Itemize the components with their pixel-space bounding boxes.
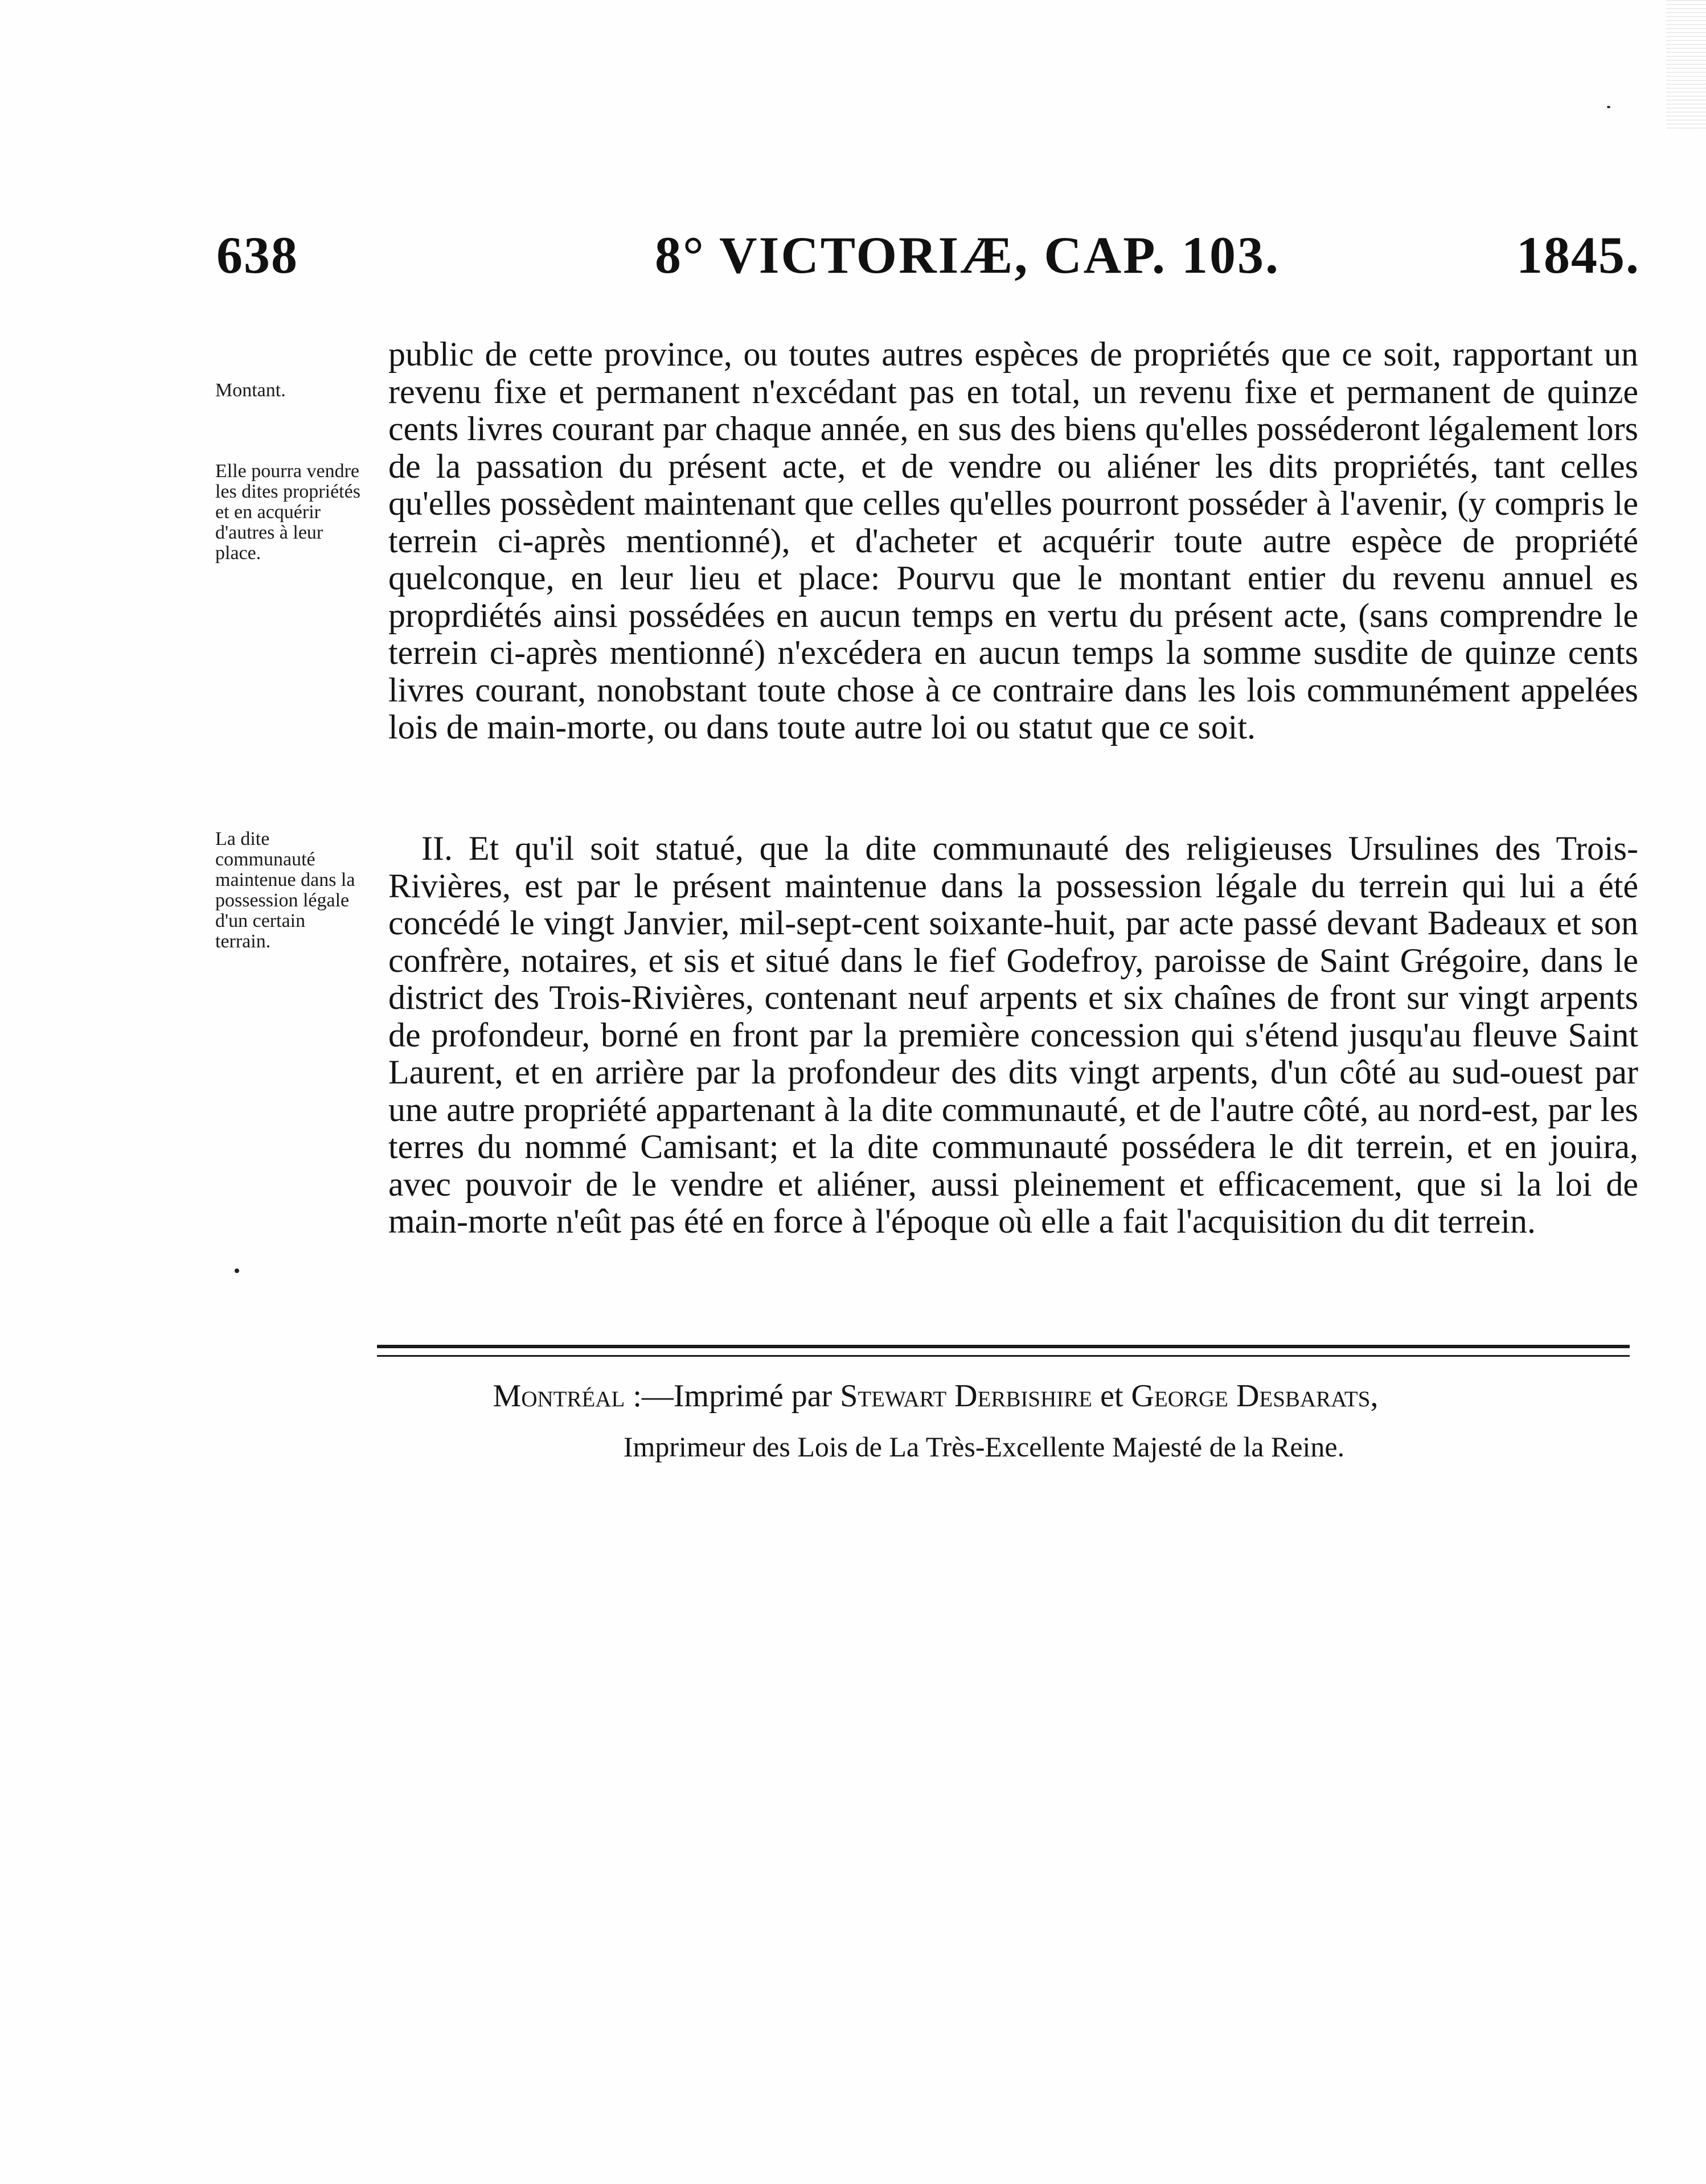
page-edge-marks <box>1666 0 1706 131</box>
imprint-end: , <box>1370 1378 1379 1414</box>
imprint-city: Montréal <box>493 1378 625 1414</box>
imprint-line-1 <box>0 1378 1706 1414</box>
imprint-printer-1: Stewart Derbishire <box>840 1378 1093 1414</box>
body-paragraph-1-block <box>388 336 1638 746</box>
imprint-line-2: Imprimeur des Lois de La Très-Excellente Majesté de la Reine. <box>623 1431 1345 1463</box>
year: 1845. <box>1516 226 1640 284</box>
page-number: 638 <box>216 226 298 284</box>
body-paragraph-2-block <box>388 830 1638 1241</box>
margin-note-vendre: Elle pourra vendre les dites propriétés et en acquérir d'autres à leur place. <box>215 461 360 564</box>
stray-ink-dot <box>235 1268 239 1273</box>
closing-rule-thin <box>377 1355 1630 1357</box>
imprint-printer-2: George Desbarats <box>1131 1378 1371 1414</box>
running-title: 8° VICTORIÆ, CAP. 103. <box>655 226 1280 284</box>
closing-rule-thick <box>377 1345 1630 1348</box>
body-paragraph-1: public de cette province, ou toutes autres espèces de propriétés que ce soit, rapportant un revenu fixe et permanent n'excédant pas en total, un revenu fixe et permanent de quinze cents livres courant par chaque année, en sus des biens qu'elles posséderont légalement lors de la passation du présent acte, et de vendre ou aliéner les dits propriétés, tant celles qu'elles possèdent maintenant que celles qu'elles pourront posséder à l'avenir, (y compris le terrein ci-après mentionné), et d'acheter et acquérir toute autre espèce de propriété quelconque, en leur lieu et place: Pourvu que le montant entier du revenu annuel es proprdiétés ainsi possédées en aucun temps en vertu du présent acte, (sans comprendre le terrein ci-après mentionné) n'excédera en aucun temps la somme susdite de quinze cents livres courant, nonobstant toute chose à ce contraire dans les lois communément appelées lois de main-morte, ou dans toute autre loi ou statut que ce soit. <box>388 335 1638 746</box>
imprint-separator: :—Imprimé par <box>625 1378 840 1414</box>
page-header <box>216 225 1640 293</box>
margin-note-terrain: La dite communauté maintenue dans la possession légale d'un certain terrain. <box>215 828 355 952</box>
stray-ink-mark <box>1607 106 1610 108</box>
body-paragraph-2: II. Et qu'il soit statué, que la dite communauté des religieuses Ursulines des Trois-Rivières, est par le présent maintenue dans la possession légale du terrein qui lui a été concédé le vingt Janvier, mil-sept-cent soixante-huit, par acte passé devant Badeaux et son confrère, notaires, et sis et situé dans le fief Godefroy, paroisse de Saint Grégoire, dans le district des Trois-Rivières, contenant neuf arpents et six chaînes de front sur vingt arpents de profondeur, borné en front par la première concession qui s'étend jusqu'au fleuve Saint Laurent, et en arrière par la profondeur des dits vingt arpents, d'un côté au sud-ouest par une autre propriété appartenant à la dite communauté, et de l'autre côté, au nord-est, par les terres du nommé Camisant; et la dite communauté possédera le dit terrein, et en jouira, avec pouvoir de le vendre et aliéner, aussi pleinement et efficacement, que si la loi de main-morte n'eût pas été en force à l'époque où elle a fait l'acquisition du dit terrein. <box>388 830 1638 1240</box>
margin-note-montant: Montant. <box>215 380 286 401</box>
imprint-and: et <box>1092 1378 1131 1414</box>
